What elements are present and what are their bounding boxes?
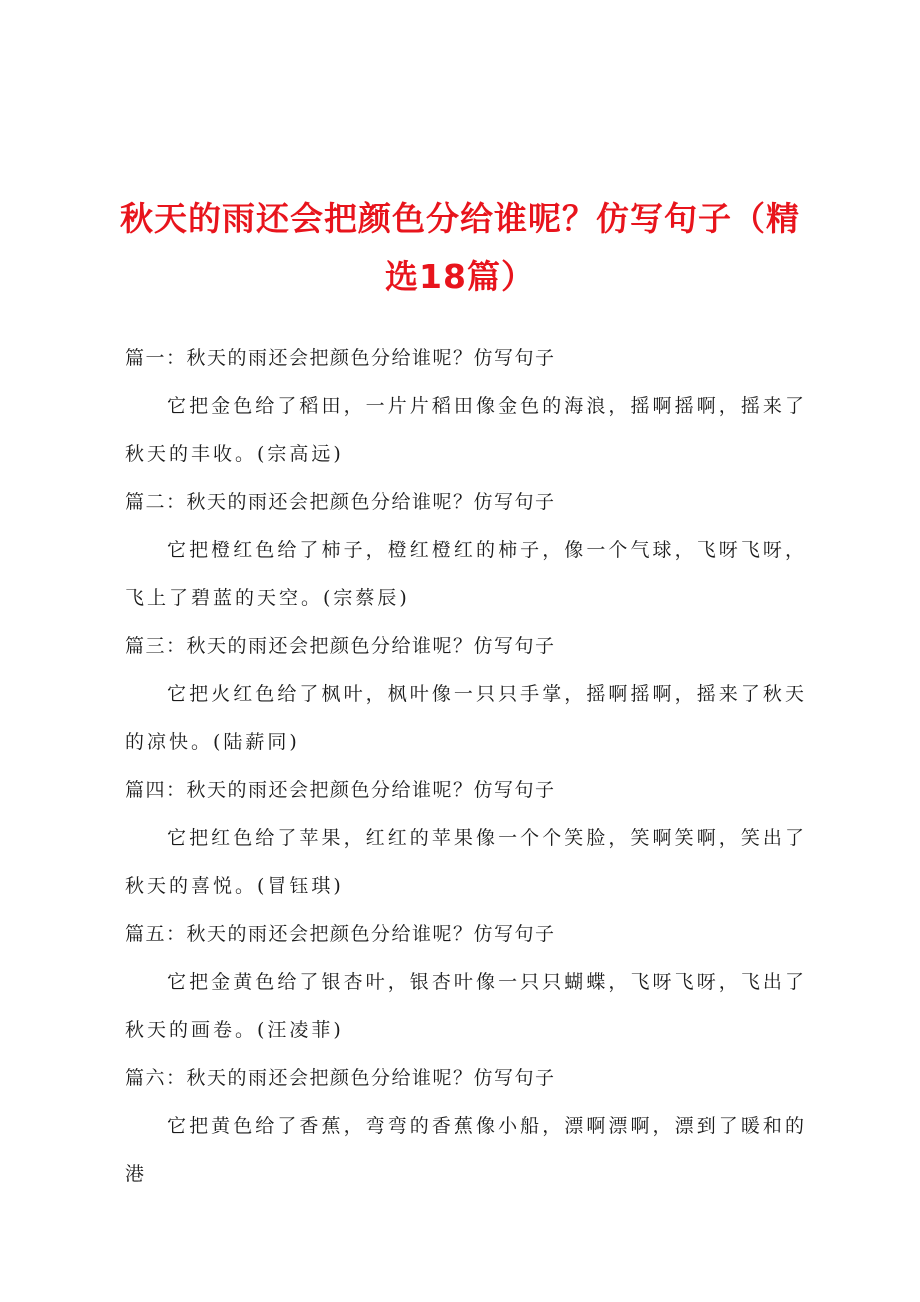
section-heading: 篇三：秋天的雨还会把颜色分给谁呢？仿写句子 — [125, 635, 556, 657]
section-paragraph: 它把黄色给了香蕉，弯弯的香蕉像小船，漂啊漂啊，漂到了暖和的港 — [125, 1115, 807, 1185]
section-heading: 篇二：秋天的雨还会把颜色分给谁呢？仿写句子 — [125, 491, 556, 513]
section-paragraph: 它把金黄色给了银杏叶，银杏叶像一只只蝴蝶，飞呀飞呀，飞出了秋天的画卷。(汪凌菲) — [125, 971, 807, 1041]
section-1 — [125, 334, 807, 478]
section-5 — [125, 910, 807, 1054]
section-paragraph: 它把橙红色给了柿子，橙红橙红的柿子，像一个气球，飞呀飞呀，飞上了碧蓝的天空。(宗蔡辰) — [125, 539, 807, 609]
section-heading: 篇五：秋天的雨还会把颜色分给谁呢？仿写句子 — [125, 923, 556, 945]
section-paragraph: 它把金色给了稻田，一片片稻田像金色的海浪，摇啊摇啊，摇来了秋天的丰收。(宗高远) — [125, 395, 807, 465]
section-heading: 篇一：秋天的雨还会把颜色分给谁呢？仿写句子 — [125, 347, 556, 369]
section-paragraph: 它把红色给了苹果，红红的苹果像一个个笑脸，笑啊笑啊，笑出了秋天的喜悦。(冒钰琪) — [125, 827, 807, 897]
section-3 — [125, 622, 807, 766]
document-title: 秋天的雨还会把颜色分给谁呢？仿写句子（精选18篇） — [120, 199, 800, 296]
section-heading: 篇六：秋天的雨还会把颜色分给谁呢？仿写句子 — [125, 1067, 556, 1089]
section-2 — [125, 478, 807, 622]
section-4 — [125, 766, 807, 910]
document-body — [125, 334, 807, 1198]
section-6 — [125, 1054, 807, 1198]
section-heading: 篇四：秋天的雨还会把颜色分给谁呢？仿写句子 — [125, 779, 556, 801]
section-paragraph: 它把火红色给了枫叶，枫叶像一只只手掌，摇啊摇啊，摇来了秋天的凉快。(陆薪同) — [125, 683, 807, 753]
